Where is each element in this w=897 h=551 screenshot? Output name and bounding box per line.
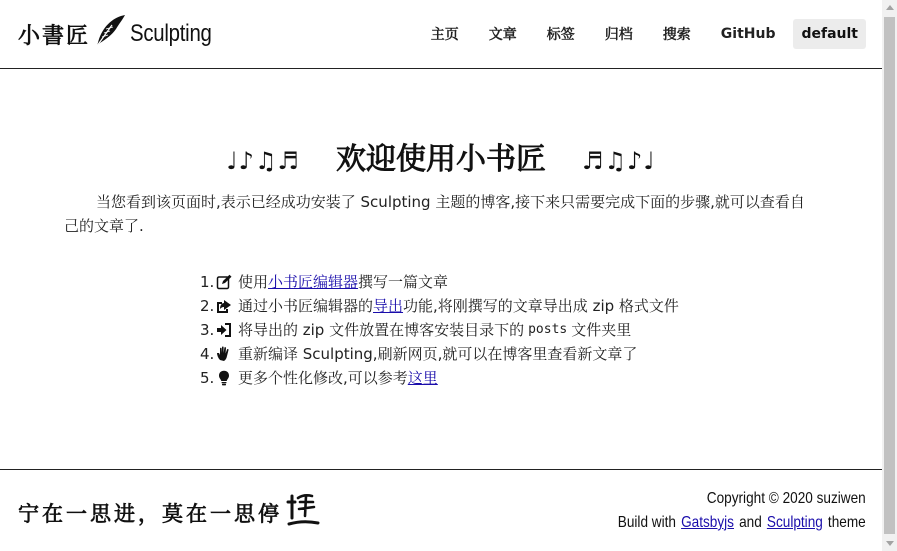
share-icon <box>216 298 232 314</box>
hand-icon <box>216 346 232 362</box>
sculpting-link[interactable]: Sculpting <box>767 514 824 531</box>
site-logo[interactable] <box>18 14 226 54</box>
feather-icon <box>92 13 128 49</box>
list-item <box>200 270 679 294</box>
nav-tags[interactable]: 标签 <box>546 27 575 43</box>
scroll-down-arrow-icon[interactable] <box>886 541 894 546</box>
logo-chinese-text: 小書匠 <box>18 22 91 49</box>
step-text: 使用 <box>238 273 269 291</box>
list-item <box>200 366 679 390</box>
step-number: 2. <box>200 297 215 315</box>
site-footer <box>0 469 882 551</box>
build-with-text: Build with <box>618 514 677 531</box>
music-notes-right: ♬♫♪♩ <box>582 147 656 175</box>
nav-posts[interactable]: 文章 <box>488 27 517 43</box>
step-text: 更多个性化修改,可以参考 <box>238 369 408 387</box>
edit-icon <box>216 274 232 290</box>
customize-link[interactable]: 这里 <box>407 369 438 387</box>
main-nav <box>431 19 866 49</box>
list-item <box>200 318 679 342</box>
site-header <box>0 0 882 69</box>
step-text: 重新编译 Sculpting,刷新网页,就可以在博客里查看新文章了 <box>238 345 638 363</box>
theme-text: theme <box>828 514 866 531</box>
export-link[interactable]: 导出 <box>373 297 404 315</box>
step-number: 4. <box>200 345 215 363</box>
seal-icon <box>286 492 320 528</box>
nav-archive[interactable]: 归档 <box>604 27 633 43</box>
posts-folder-code: posts <box>528 322 568 337</box>
editor-link[interactable]: 小书匠编辑器 <box>268 273 359 291</box>
page-title <box>0 134 882 178</box>
nav-home[interactable]: 主页 <box>430 27 459 43</box>
step-number: 1. <box>200 273 215 291</box>
footer-motto <box>18 492 320 528</box>
step-number: 5. <box>200 369 215 387</box>
vertical-scrollbar[interactable] <box>882 0 897 551</box>
sign-in-icon <box>216 322 232 338</box>
nav-github[interactable]: GitHub <box>720 26 776 42</box>
gatsbyjs-link[interactable]: Gatsbyjs <box>681 514 735 531</box>
copyright-text: Copyright © 2020 suziwen <box>707 490 866 507</box>
step-number: 3. <box>200 321 215 339</box>
step-text: 功能,将刚撰写的文章导出成 zip 格式文件 <box>403 297 679 315</box>
music-notes-left: ♩♪♫♬ <box>226 147 300 175</box>
step-text: 撰写一篇文章 <box>358 273 449 291</box>
footer-credits <box>574 487 866 535</box>
list-item <box>200 294 679 318</box>
and-text: and <box>739 514 763 531</box>
scrollbar-thumb[interactable] <box>884 17 895 534</box>
step-text: 通过小书匠编辑器的 <box>238 297 374 315</box>
theme-toggle-button[interactable]: default <box>793 19 866 49</box>
list-item <box>200 342 679 366</box>
main-content <box>0 70 882 469</box>
logo-english-text: Sculpting <box>130 20 212 47</box>
nav-search[interactable]: 搜索 <box>662 27 691 43</box>
step-text: 将导出的 zip 文件放置在博客安装目录下的 <box>238 321 525 339</box>
build-with-line <box>618 511 866 535</box>
steps-list <box>200 270 679 390</box>
lightbulb-icon <box>216 370 232 386</box>
step-text: 文件夹里 <box>571 321 632 339</box>
intro-paragraph: 当您看到该页面时,表示已经成功安装了 Sculpting 主题的博客,接下来只需要完成下面的步骤,就可以查看自己的文章了. <box>64 193 805 235</box>
scroll-up-arrow-icon[interactable] <box>886 5 894 10</box>
title-text: 欢迎使用小书匠 <box>336 142 546 177</box>
motto-text: 宁在一思进，莫在一思停 <box>18 501 282 526</box>
